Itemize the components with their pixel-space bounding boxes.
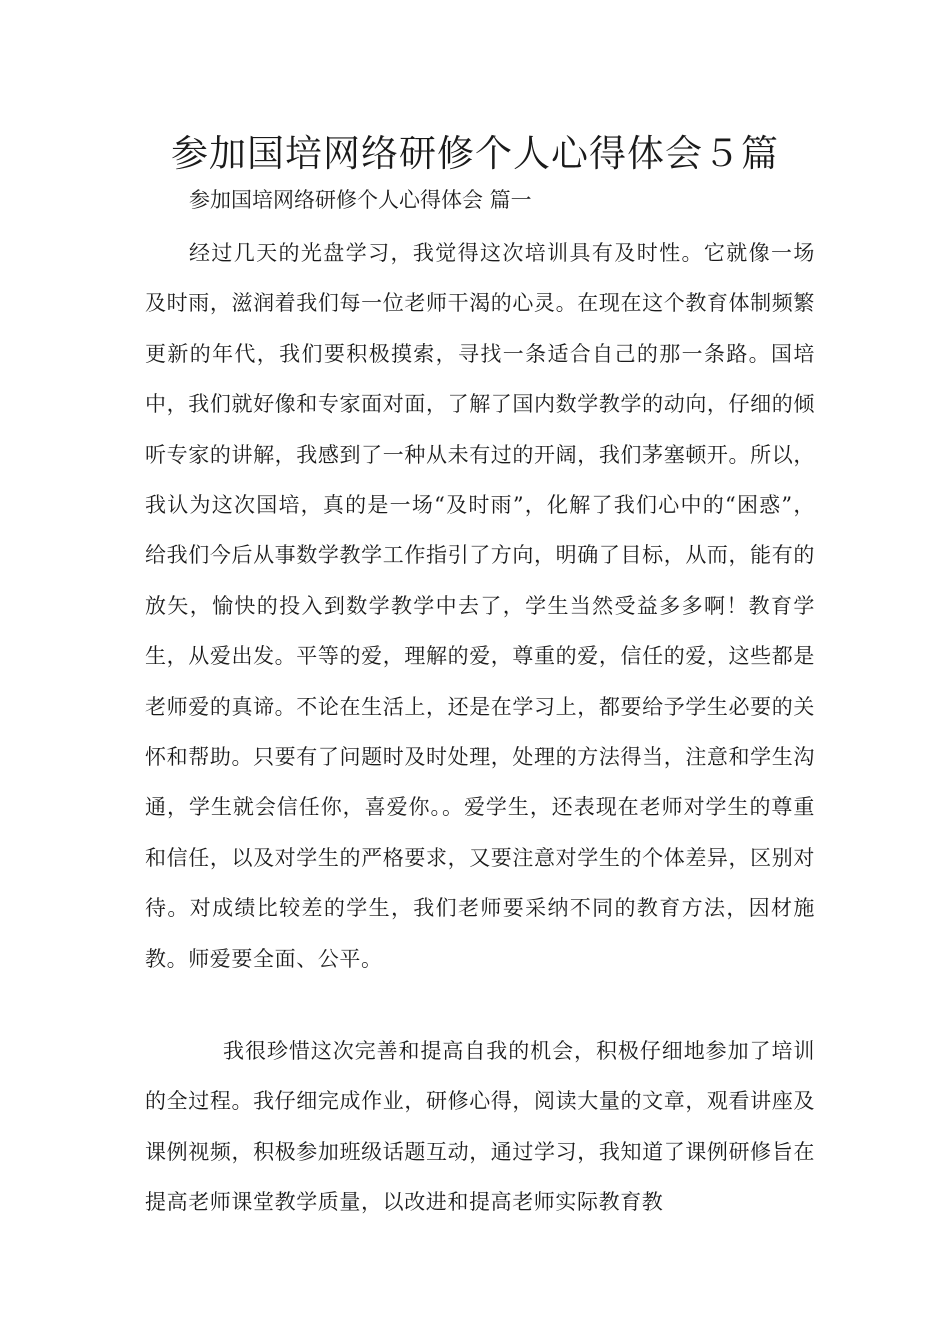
section-heading: 参加国培网络研修个人心得体会 篇一: [189, 188, 532, 212]
document-title: 参加国培网络研修个人心得体会５篇: [171, 132, 779, 175]
body-paragraph: 我很珍惜这次完善和提高自我的机会，积极仔细地参加了培训的全过程。我仔细完成作业，研修心得，阅读大量的文章，观看讲座及课例视频，积极参加班级话题互动，通过学习，我知道了课例研修旨在提高老师课堂教学质量，以改进和提高老师实际教育教: [145, 1039, 815, 1215]
body-paragraph: 经过几天的光盘学习，我觉得这次培训具有及时性。它就像一场及时雨，滋润着我们每一位老师干渴的心灵。在现在这个教育体制频繁更新的年代，我们要积极摸索，寻找一条适合自己的那一条路。国培中，我们就好像和专家面对面，了解了国内数学教学的动向，仔细的倾听专家的讲解，我感到了一种从未有过的开阔，我们茅塞顿开。所以，我认为这次国培，真的是一场“及时雨”，化解了我们心中的“困惑”，给我们今后从事数学教学工作指引了方向，明确了目标，从而，能有的放矢，愉快的投入到数学教学中去了，学生当然受益多多啊！教育学生，从爱出发。平等的爱，理解的爱，尊重的爱，信任的爱，这些都是老师爱的真谛。不论在生活上，还是在学习上，都要给予学生必要的关怀和帮助。只要有了问题时及时处理，处理的方法得当，注意和学生沟通，学生就会信任你，喜爱你。。爱学生，还表现在老师对学生的尊重和信任，以及对学生的严格要求，又要注意对学生的个体差异，区别对待。对成绩比较差的学生，我们老师要采纳不同的教育方法，因材施教。师爱要全面、公平。: [145, 241, 815, 971]
